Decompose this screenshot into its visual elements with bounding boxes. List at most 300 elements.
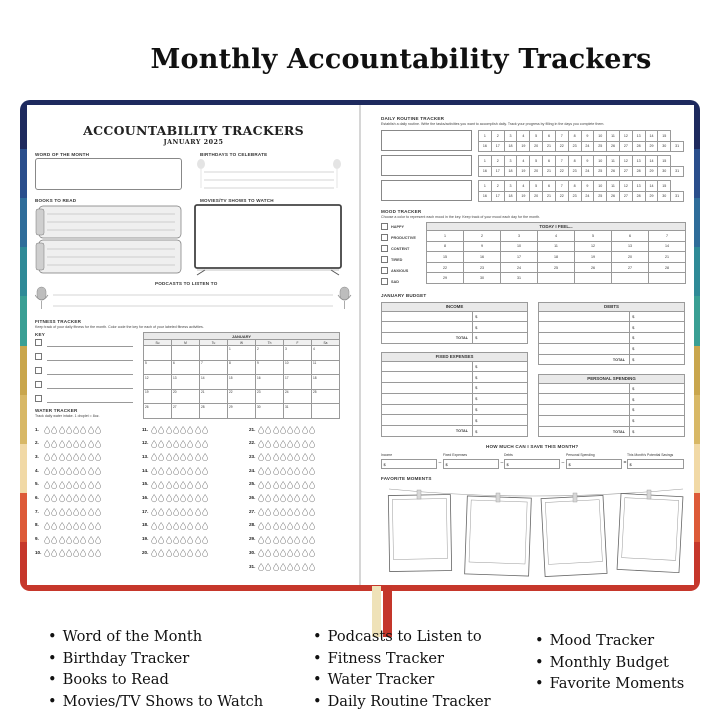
- mood-day-cell[interactable]: 25: [538, 262, 575, 273]
- routine-day-cell[interactable]: 8: [568, 156, 581, 167]
- routine-day-cell[interactable]: 24: [581, 141, 594, 152]
- routine-day-cell[interactable]: 9: [581, 156, 594, 167]
- routine-day-cell[interactable]: 10: [594, 156, 607, 167]
- calendar-cell[interactable]: [200, 346, 228, 361]
- mood-key-checkbox[interactable]: [381, 245, 388, 252]
- routine-day-cell[interactable]: 5: [530, 181, 543, 192]
- budget-item-cell[interactable]: [539, 415, 630, 426]
- routine-day-cell[interactable]: 10: [594, 131, 607, 142]
- routine-day-cell[interactable]: 30: [658, 191, 671, 202]
- routine-day-cell[interactable]: 4: [517, 131, 530, 142]
- calendar-cell[interactable]: 22: [228, 389, 256, 404]
- mood-key-checkbox[interactable]: [381, 223, 388, 230]
- calendar-week: [144, 375, 340, 390]
- budget-table: [381, 352, 528, 437]
- calendar-cell[interactable]: 26: [144, 404, 172, 419]
- mood-day-cell[interactable]: 1: [427, 231, 464, 242]
- routine-day-cell[interactable]: 6: [543, 156, 556, 167]
- calendar-cell[interactable]: 29: [228, 404, 256, 419]
- routine-day-cell[interactable]: 25: [594, 141, 607, 152]
- word-of-month-box[interactable]: [35, 158, 182, 190]
- routine-day-cell[interactable]: 26: [607, 141, 620, 152]
- routine-day-cell[interactable]: 7: [555, 131, 568, 142]
- calendar-cell[interactable]: 2: [256, 346, 284, 361]
- routine-day-row: [479, 131, 684, 142]
- savings-operator: –: [561, 460, 565, 466]
- droplet-icons[interactable]: [151, 543, 209, 562]
- mood-day-cell[interactable]: 28: [649, 262, 686, 273]
- savings-field-input[interactable]: $: [443, 459, 499, 469]
- budget-item-cell[interactable]: [539, 383, 630, 394]
- savings-question: HOW MUCH CAN I SAVE THIS MONTH?: [486, 444, 579, 449]
- routine-task-box[interactable]: [381, 130, 472, 151]
- calendar-cell[interactable]: 7: [200, 360, 228, 375]
- feature-item: • Fitness Tracker: [313, 648, 491, 670]
- routine-day-cell[interactable]: 23: [568, 141, 581, 152]
- mood-day-cell[interactable]: 2: [464, 231, 501, 242]
- mood-label: MOOD TRACKER: [381, 209, 422, 214]
- water-day-number: 30.: [249, 549, 256, 555]
- routine-day-cell[interactable]: 25: [594, 166, 607, 177]
- budget-item-cell[interactable]: [382, 415, 473, 426]
- water-day-number: 1.: [35, 426, 39, 432]
- budget-header-row: [539, 375, 685, 384]
- routine-day-cell[interactable]: 25: [594, 191, 607, 202]
- calendar-day-label: M: [172, 340, 200, 346]
- routine-day-cell[interactable]: 3: [504, 181, 517, 192]
- mood-day-cell[interactable]: 7: [649, 231, 686, 242]
- budget-amount-cell[interactable]: $: [473, 322, 528, 333]
- routine-day-cell[interactable]: 8: [568, 131, 581, 142]
- routine-day-cell[interactable]: 15: [658, 131, 671, 142]
- budget-amount-cell[interactable]: $: [473, 426, 528, 437]
- mood-day-cell[interactable]: 18: [538, 252, 575, 263]
- routine-day-cell[interactable]: 16: [479, 166, 492, 177]
- routine-day-cell[interactable]: 13: [632, 181, 645, 192]
- mood-day-cell[interactable]: 21: [649, 252, 686, 263]
- budget-row: [382, 404, 528, 415]
- budget-row: [539, 383, 685, 394]
- savings-field-input[interactable]: $: [504, 459, 560, 469]
- calendar-day-label: W: [228, 340, 256, 346]
- budget-total-label: TOTAL: [539, 354, 630, 365]
- mood-day-cell[interactable]: 11: [538, 241, 575, 252]
- routine-day-cell[interactable]: 14: [645, 181, 658, 192]
- calendar-cell[interactable]: 16: [256, 375, 284, 390]
- routine-day-cell[interactable]: 9: [581, 131, 594, 142]
- mood-day-cell[interactable]: 27: [612, 262, 649, 273]
- budget-item-cell[interactable]: [539, 343, 630, 354]
- budget-item-cell[interactable]: [382, 404, 473, 415]
- water-day-number: 25.: [249, 481, 256, 487]
- savings-field-label: This Month's Potential Savings: [627, 453, 674, 457]
- budget-amount-cell[interactable]: $: [630, 394, 685, 405]
- routine-day-cell[interactable]: 22: [555, 166, 568, 177]
- fitness-key-line: [47, 402, 133, 403]
- calendar-cell[interactable]: 11: [312, 360, 340, 375]
- budget-amount-cell[interactable]: $: [473, 415, 528, 426]
- calendar-cell[interactable]: 25: [312, 389, 340, 404]
- calendar-cell[interactable]: 21: [200, 389, 228, 404]
- budget-row: [382, 383, 528, 394]
- budget-item-cell[interactable]: [382, 383, 473, 394]
- routine-day-cell[interactable]: 6: [543, 181, 556, 192]
- calendar-cell[interactable]: 12: [144, 375, 172, 390]
- routine-day-cell[interactable]: 22: [555, 141, 568, 152]
- water-row: [35, 547, 102, 557]
- routine-day-cell[interactable]: 21: [543, 191, 556, 202]
- routine-day-cell[interactable]: 18: [504, 141, 517, 152]
- routine-day-cell[interactable]: 7: [555, 181, 568, 192]
- budget-amount-cell[interactable]: $: [473, 372, 528, 383]
- routine-day-cell[interactable]: 15: [658, 156, 671, 167]
- calendar-cell[interactable]: 27: [172, 404, 200, 419]
- calendar-cell[interactable]: 15: [228, 375, 256, 390]
- routine-day-cell[interactable]: 2: [491, 181, 504, 192]
- water-day-number: 4.: [35, 467, 39, 473]
- mood-day-cell[interactable]: 3: [501, 231, 538, 242]
- budget-row: [382, 311, 528, 322]
- mood-day-cell[interactable]: 13: [612, 241, 649, 252]
- mood-day-cell[interactable]: 26: [575, 262, 612, 273]
- budget-table: [381, 302, 528, 344]
- budget-item-cell[interactable]: [539, 322, 630, 333]
- budget-amount-cell[interactable]: $: [473, 404, 528, 415]
- routine-day-cell[interactable]: 26: [607, 191, 620, 202]
- savings-operator: =: [623, 460, 627, 466]
- savings-field-input[interactable]: $: [627, 459, 684, 469]
- fitness-key-checkbox[interactable]: [35, 381, 42, 388]
- water-row: [249, 561, 316, 571]
- routine-day-cell[interactable]: 21: [543, 141, 556, 152]
- budget-item-cell[interactable]: [382, 372, 473, 383]
- mood-key-label: HAPPY: [391, 224, 405, 229]
- budget-label: JANUARY BUDGET: [381, 293, 427, 298]
- budget-header-row: [382, 303, 528, 312]
- savings-field-input[interactable]: $: [566, 459, 622, 469]
- mood-day-cell[interactable]: 14: [649, 241, 686, 252]
- budget-item-cell[interactable]: [382, 322, 473, 333]
- routine-day-cell[interactable]: 11: [607, 131, 620, 142]
- routine-day-cell[interactable]: 11: [607, 156, 620, 167]
- routine-day-cell[interactable]: 27: [619, 191, 632, 202]
- water-day-number: 5.: [35, 481, 39, 487]
- calendar-cell[interactable]: 8: [228, 360, 256, 375]
- fitness-key-checkbox[interactable]: [35, 395, 42, 402]
- budget-amount-cell[interactable]: $: [473, 383, 528, 394]
- budget-amount-cell[interactable]: $: [473, 393, 528, 404]
- routine-day-cell[interactable]: 30: [658, 141, 671, 152]
- budget-row: [539, 333, 685, 344]
- budget-item-cell[interactable]: [539, 333, 630, 344]
- calendar-cell[interactable]: 30: [256, 404, 284, 419]
- fitness-key-checkbox[interactable]: [35, 367, 42, 374]
- routine-day-cell[interactable]: 31: [671, 191, 684, 202]
- routine-day-cell[interactable]: 19: [517, 141, 530, 152]
- feature-list-1: [48, 626, 263, 712]
- budget-table: [538, 374, 685, 437]
- routine-day-cell[interactable]: 17: [491, 141, 504, 152]
- routine-day-row: [479, 191, 684, 202]
- budget-row: [539, 394, 685, 405]
- routine-day-cell-empty: [671, 156, 684, 167]
- water-day-number: 31.: [249, 563, 256, 569]
- mood-key-checkbox[interactable]: [381, 278, 388, 285]
- budget-amount-cell[interactable]: $: [630, 343, 685, 354]
- budget-item-cell[interactable]: [539, 311, 630, 322]
- routine-day-cell[interactable]: 21: [543, 166, 556, 177]
- mood-day-cell[interactable]: 20: [612, 252, 649, 263]
- mood-key-label: TIRED: [391, 257, 403, 262]
- routine-day-cell[interactable]: 1: [479, 181, 492, 192]
- calendar-cell[interactable]: 10: [284, 360, 312, 375]
- budget-table: [538, 302, 685, 365]
- calendar-day-label: F: [284, 340, 312, 346]
- calendar-cell[interactable]: [144, 346, 172, 361]
- budget-amount-cell[interactable]: $: [630, 322, 685, 333]
- feature-item: • Water Tracker: [313, 669, 491, 691]
- routine-day-row: [479, 181, 684, 192]
- calendar-cell[interactable]: 6: [172, 360, 200, 375]
- routine-day-row: [479, 141, 684, 152]
- routine-day-cell[interactable]: 7: [555, 156, 568, 167]
- mood-day-cell[interactable]: 6: [612, 231, 649, 242]
- calendar-cell[interactable]: 3: [284, 346, 312, 361]
- routine-day-cell[interactable]: 19: [517, 191, 530, 202]
- moments-label: FAVORITE MOMENTS: [381, 476, 432, 481]
- routine-task-box[interactable]: [381, 180, 472, 201]
- droplet-icons[interactable]: [258, 557, 316, 576]
- routine-day-cell[interactable]: 12: [619, 156, 632, 167]
- water-label: WATER TRACKER: [35, 408, 78, 413]
- mood-day-cell[interactable]: 31: [501, 273, 538, 284]
- calendar-cell[interactable]: 18: [312, 375, 340, 390]
- mood-day-cell[interactable]: 12: [575, 241, 612, 252]
- routine-day-cell[interactable]: 26: [607, 166, 620, 177]
- routine-day-grid: [478, 130, 684, 152]
- calendar-cell[interactable]: [172, 346, 200, 361]
- water-day-number: 12.: [142, 440, 149, 446]
- routine-day-cell[interactable]: 15: [658, 181, 671, 192]
- calendar-cell[interactable]: 17: [284, 375, 312, 390]
- mood-day-cell[interactable]: 4: [538, 231, 575, 242]
- water-day-number: 29.: [249, 536, 256, 542]
- mood-key-checkbox[interactable]: [381, 267, 388, 274]
- routine-day-cell[interactable]: 16: [479, 191, 492, 202]
- budget-amount-cell[interactable]: $: [630, 426, 685, 437]
- mood-day-cell[interactable]: 8: [427, 241, 464, 252]
- budget-amount-cell[interactable]: $: [473, 361, 528, 372]
- routine-day-row: [479, 156, 684, 167]
- mood-day-cell[interactable]: 29: [427, 273, 464, 284]
- calendar-day-label: Th: [256, 340, 284, 346]
- fitness-key-checkbox[interactable]: [35, 339, 42, 346]
- routine-day-cell[interactable]: 17: [491, 191, 504, 202]
- routine-day-cell[interactable]: 23: [568, 191, 581, 202]
- budget-row: [539, 354, 685, 365]
- routine-day-cell[interactable]: 27: [619, 141, 632, 152]
- routine-day-cell[interactable]: 2: [491, 131, 504, 142]
- routine-day-cell[interactable]: 14: [645, 156, 658, 167]
- routine-day-cell[interactable]: 16: [479, 141, 492, 152]
- calendar-cell[interactable]: 4: [312, 346, 340, 361]
- mood-day-cell[interactable]: 15: [427, 252, 464, 263]
- mood-key-label: ANXIOUS: [391, 268, 409, 273]
- calendar-cell[interactable]: 28: [200, 404, 228, 419]
- routine-day-cell[interactable]: 3: [504, 156, 517, 167]
- routine-day-cell[interactable]: 14: [645, 131, 658, 142]
- routine-day-cell[interactable]: 27: [619, 166, 632, 177]
- mood-day-cell[interactable]: 23: [464, 262, 501, 273]
- routine-day-cell[interactable]: 9: [581, 181, 594, 192]
- books-icon: [35, 204, 185, 276]
- mood-key-checkbox[interactable]: [381, 256, 388, 263]
- routine-day-cell[interactable]: 13: [632, 156, 645, 167]
- fitness-key-checkbox[interactable]: [35, 353, 42, 360]
- routine-day-cell[interactable]: 28: [632, 166, 645, 177]
- routine-day-cell[interactable]: 5: [530, 131, 543, 142]
- mood-day-cell[interactable]: [575, 273, 612, 284]
- routine-day-cell[interactable]: 11: [607, 181, 620, 192]
- routine-task-box[interactable]: [381, 155, 472, 176]
- budget-item-cell[interactable]: [539, 394, 630, 405]
- left-page: [27, 105, 360, 585]
- budget-amount-cell[interactable]: $: [630, 383, 685, 394]
- budget-row: [382, 415, 528, 426]
- mood-week-row: [427, 252, 686, 263]
- budget-amount-cell[interactable]: $: [630, 415, 685, 426]
- routine-day-cell[interactable]: 28: [632, 191, 645, 202]
- routine-day-cell[interactable]: 8: [568, 181, 581, 192]
- routine-day-cell[interactable]: 10: [594, 181, 607, 192]
- routine-day-cell[interactable]: 6: [543, 131, 556, 142]
- routine-day-cell[interactable]: 20: [530, 141, 543, 152]
- mood-week-row: [427, 241, 686, 252]
- budget-amount-cell[interactable]: $: [630, 354, 685, 365]
- calendar-cell[interactable]: 24: [284, 389, 312, 404]
- routine-day-cell[interactable]: 20: [530, 191, 543, 202]
- mood-day-cell[interactable]: 24: [501, 262, 538, 273]
- budget-amount-cell[interactable]: $: [630, 405, 685, 416]
- birthdays-label: BIRTHDAYS TO CELEBRATE: [200, 152, 268, 157]
- feature-list-2: [313, 626, 491, 712]
- routine-day-cell[interactable]: 29: [645, 141, 658, 152]
- water-day-number: 21.: [249, 426, 256, 432]
- routine-day-cell[interactable]: 29: [645, 166, 658, 177]
- routine-day-cell[interactable]: 20: [530, 166, 543, 177]
- routine-day-cell[interactable]: 24: [581, 191, 594, 202]
- books-label: BOOKS TO READ: [35, 198, 77, 203]
- savings-operator: –: [500, 460, 504, 466]
- routine-day-cell[interactable]: 1: [479, 131, 492, 142]
- routine-day-cell[interactable]: 1: [479, 156, 492, 167]
- tv-icon: [193, 204, 345, 276]
- podcast-mics-icon: [35, 285, 353, 313]
- mood-day-cell[interactable]: 30: [464, 273, 501, 284]
- budget-row: [539, 415, 685, 426]
- budget-amount-cell[interactable]: $: [473, 311, 528, 322]
- mood-day-cell[interactable]: 5: [575, 231, 612, 242]
- budget-amount-cell[interactable]: $: [473, 333, 528, 344]
- routine-day-cell[interactable]: 5: [530, 156, 543, 167]
- routine-day-cell[interactable]: 17: [491, 166, 504, 177]
- headline: Monthly Accountability Trackers: [150, 44, 652, 75]
- calendar-cell[interactable]: 5: [144, 360, 172, 375]
- water-day-number: 15.: [142, 481, 149, 487]
- routine-day-cell[interactable]: 18: [504, 166, 517, 177]
- routine-day-cell[interactable]: 4: [517, 181, 530, 192]
- routine-day-cell[interactable]: 31: [671, 166, 684, 177]
- routine-day-grid: [478, 155, 684, 177]
- routine-day-cell[interactable]: 23: [568, 166, 581, 177]
- budget-row: [382, 426, 528, 437]
- routine-day-cell[interactable]: 12: [619, 131, 632, 142]
- water-day-number: 24.: [249, 467, 256, 473]
- mood-key-checkbox[interactable]: [381, 234, 388, 241]
- routine-day-cell[interactable]: 3: [504, 131, 517, 142]
- routine-day-cell[interactable]: 12: [619, 181, 632, 192]
- routine-day-row: [479, 166, 684, 177]
- calendar-cell[interactable]: [312, 404, 340, 419]
- mood-day-cell[interactable]: [649, 273, 686, 284]
- routine-day-cell[interactable]: 24: [581, 166, 594, 177]
- routine-day-cell[interactable]: 13: [632, 131, 645, 142]
- water-day-number: 28.: [249, 522, 256, 528]
- routine-day-cell[interactable]: 28: [632, 141, 645, 152]
- water-day-number: 6.: [35, 495, 39, 500]
- mood-day-cell[interactable]: [612, 273, 649, 284]
- mood-day-cell[interactable]: 17: [501, 252, 538, 263]
- routine-day-cell[interactable]: 2: [491, 156, 504, 167]
- mood-day-cell[interactable]: [538, 273, 575, 284]
- mood-day-cell[interactable]: 16: [464, 252, 501, 263]
- calendar-cell[interactable]: 31: [284, 404, 312, 419]
- routine-day-cell[interactable]: 18: [504, 191, 517, 202]
- fitness-key-label: KEY: [35, 332, 46, 337]
- routine-day-cell[interactable]: 19: [517, 166, 530, 177]
- mood-day-cell[interactable]: 9: [464, 241, 501, 252]
- budget-total-label: TOTAL: [382, 426, 473, 437]
- budget-item-cell[interactable]: [382, 311, 473, 322]
- budget-item-cell[interactable]: [382, 393, 473, 404]
- calendar-cell[interactable]: 13: [172, 375, 200, 390]
- calendar-cell[interactable]: 20: [172, 389, 200, 404]
- budget-item-cell[interactable]: [539, 405, 630, 416]
- routine-day-cell[interactable]: 22: [555, 191, 568, 202]
- routine-day-cell[interactable]: 30: [658, 166, 671, 177]
- mood-day-cell[interactable]: 19: [575, 252, 612, 263]
- calendar-cell[interactable]: 23: [256, 389, 284, 404]
- calendar-cell[interactable]: 9: [256, 360, 284, 375]
- calendar-cell[interactable]: 19: [144, 389, 172, 404]
- budget-amount-cell[interactable]: $: [630, 333, 685, 344]
- water-day-number: 19.: [142, 536, 149, 542]
- calendar-cell[interactable]: 1: [228, 346, 256, 361]
- savings-operator: –: [438, 460, 442, 466]
- droplet-icons[interactable]: [44, 543, 102, 562]
- mood-week-row: [427, 273, 686, 284]
- mood-day-cell[interactable]: 10: [501, 241, 538, 252]
- mood-day-cell[interactable]: 22: [427, 262, 464, 273]
- budget-amount-cell[interactable]: $: [630, 311, 685, 322]
- routine-day-cell[interactable]: 4: [517, 156, 530, 167]
- routine-day-cell[interactable]: 29: [645, 191, 658, 202]
- water-day-number: 8.: [35, 522, 39, 528]
- savings-field-input[interactable]: $: [381, 459, 437, 469]
- budget-item-cell[interactable]: [382, 361, 473, 372]
- calendar-cell[interactable]: 14: [200, 375, 228, 390]
- routine-day-cell[interactable]: 31: [671, 141, 684, 152]
